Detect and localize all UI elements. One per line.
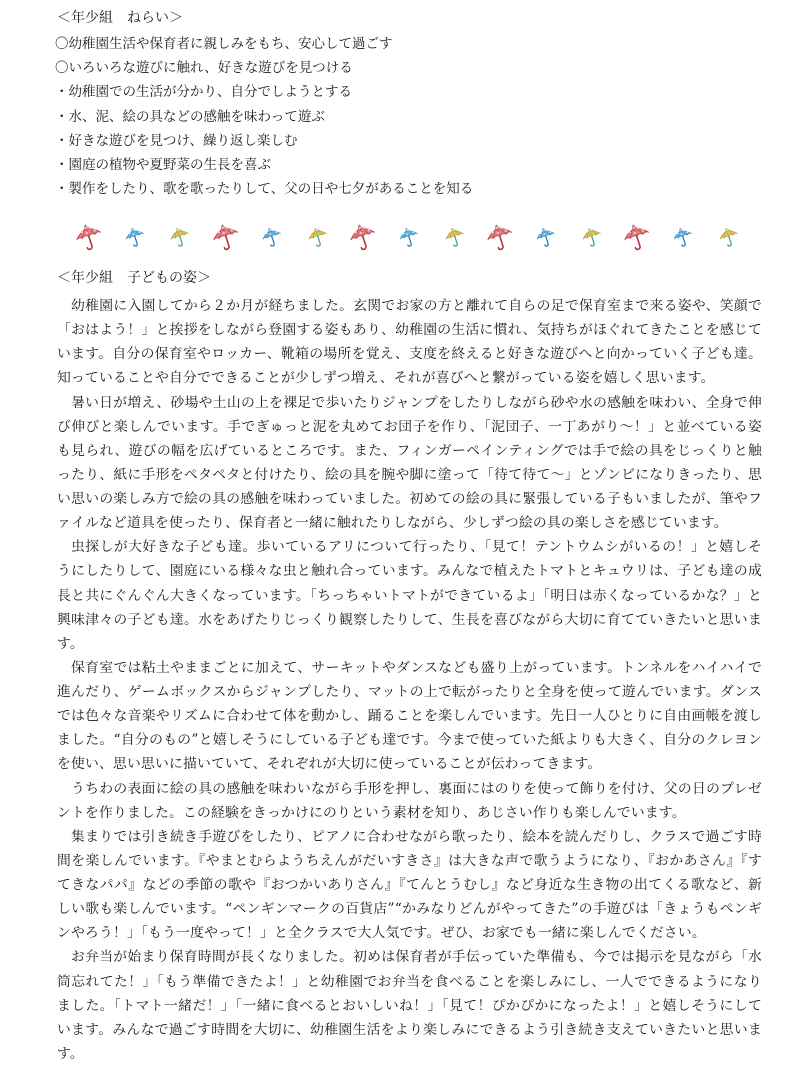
paragraph: 幼稚園に入園してから２か月が経ちました。玄関でお家の方と離れて自らの足で保育室まで来る姿や、笑顔で「おはよう！」と挨拶をしながら登園する姿もあり、幼稚園の生活に慣れ、気持ちがほぐれてきたことを感じています。自分の保育室やロッカー、靴箱の場所を覚え、支度を終えると好きな遊びへと向かっていく子ども達。知っていることや自分でできることが少しずつ増え、それが喜びへと繋がっている姿を嬉しく思います。 [57,298,762,387]
umbrella-icon [348,222,378,252]
paragraph: 保育室では粘土やままごとに加えて、サーキットやダンスなども盛り上がっています。トンネルをハイハイで進んだり、ゲームボックスからジャンプしたり、マットの上で転がったりと全身を使って遊んでいます。ダンスでは色々な音楽やリズムに合わせて体を動かし、踊ることを楽しんでいます。先日一人ひとりに自由画帳を渡しました。“自分のもの”と嬉しそうにしている子ども達です。今まで使っていた紙よりも大きく、自分のクレヨンを使い、思い思いに描いていて、それぞれが大切に使っていることが伝わってきます。 [57,659,762,773]
goal-item: 〇いろいろな遊びに触れ、好きな遊びを見つける [55,60,353,77]
paragraph: お弁当が始まり保育時間が長くなりました。初めは保育者が手伝っていた準備も、今では掲示を見ながら「水筒忘れてた！」「もう準備できたよ！」と幼稚園でお弁当を食べることを楽しみにし、一人でできるようになりました。「トマト一緒だ！」「一緒に食べるとおいしいね！」「見て！ぴかぴかになったよ！」と嬉しそうにしています。みんなで過ごす時間を大切に、幼稚園生活をより楽しみにできるよう引き続き支えていきたいと思います。 [57,949,762,1062]
goal-item: ・水、泥、絵の具などの感触を味わって遊ぶ [55,108,325,125]
paragraph: うちわの表面に絵の具の感触を味わいながら手形を押し、裏面にはのりを使って飾りを付け、父の日のプレゼントを作りました。この経験をきっかけにのりという素材を知り、あじさい作りも楽しんでいます。 [57,780,762,821]
goals-list [55,32,473,201]
umbrella-divider [74,220,754,256]
umbrella-icon [622,222,652,252]
umbrella-icon [581,226,603,248]
goal-item: ・園庭の植物や夏野菜の生長を喜ぶ [55,156,271,173]
umbrella-icon [485,222,515,252]
umbrella-icon [211,222,241,252]
children-heading: ＜年少組 子どもの姿＞ [57,270,211,286]
umbrella-icon [261,226,283,248]
umbrella-icon [535,226,557,248]
goal-item: ・幼稚園での生活が分かり、自分でしようとする [55,84,352,101]
umbrella-icon [124,226,146,248]
umbrella-icon [169,226,191,248]
paragraph: 虫探しが大好きな子ども達。歩いているアリについて行ったり、「見て！テントウムシがいるの！」と嬉しそうにしたりして、園庭にいる様々な虫と触れ合っています。みんなで植えたトマトとキュウリは、子ども達の成長と共にぐんぐん大きくなっています。「ちっちゃいトマトができているよ」「明日は赤くなっているかな？」と興味津々の子ども達。水をあげたりじっくり観察したりして、生長を喜びながら大切に育てていきたいと思います。 [57,539,762,652]
umbrella-icon [398,226,420,248]
goals-heading: ＜年少組 ねらい＞ [57,10,183,26]
umbrella-icon [718,226,740,248]
paragraph: 暑い日が増え、砂場や土山の上を裸足で歩いたりジャンプをしたりしながら砂や水の感触を味わい、全身で伸び伸びと楽しんでいます。手でぎゅっと泥を丸めてお団子を作り、「泥団子、一丁あがり～！」と並べている姿も見られ、遊びの幅を広げているところです。また、フィンガーペインティングでは手で絵の具をじっくりと触ったり、紙に手形をペタペタと付けたり、絵の具を腕や脚に塗って「待て待て～」とゾンビになりきったり、思い思いの楽しみ方で絵の具の感触を味わっていました。初めての絵の具に緊張している子もいましたが、筆やファイルなど道具を使ったり、保育者と一緒に触れたりしながら、少しずつ絵の具の楽しさを感じています。 [57,394,762,532]
goal-item: ・製作をしたり、歌を歌ったりして、父の日や七夕があることを知る [55,181,474,198]
umbrella-icon [672,226,694,248]
umbrella-icon [74,222,104,252]
paragraph: 集まりでは引き続き手遊びをしたり、ピアノに合わせながら歌ったり、絵本を読んだりし、クラスで過ごす時間を楽しんでいます。『やまとむらようちえんがだいすきさ』は大きな声で歌うようになり、『おかあさん』『すてきなパパ』などの季節の歌や『おつかいありさん』『てんとうむし』など身近な生き物の出てくる歌など、新しい歌も楽しんでいます。“ペンギンマークの百貨店”“かみなりどんがやってきた”の手遊びは「きょうもペンギンやろう！」「もう一度やって！」と全クラスで大人気です。ぜひ、お家でも一緒に楽しんでください。 [57,828,762,942]
umbrella-icon [307,226,329,248]
umbrella-icon [444,226,466,248]
goal-item: ・好きな遊びを見つけ、繰り返し楽しむ [55,132,298,149]
children-paragraphs [57,294,762,1066]
goal-item: 〇幼稚園生活や保育者に親しみをもち、安心して過ごす [55,36,393,52]
